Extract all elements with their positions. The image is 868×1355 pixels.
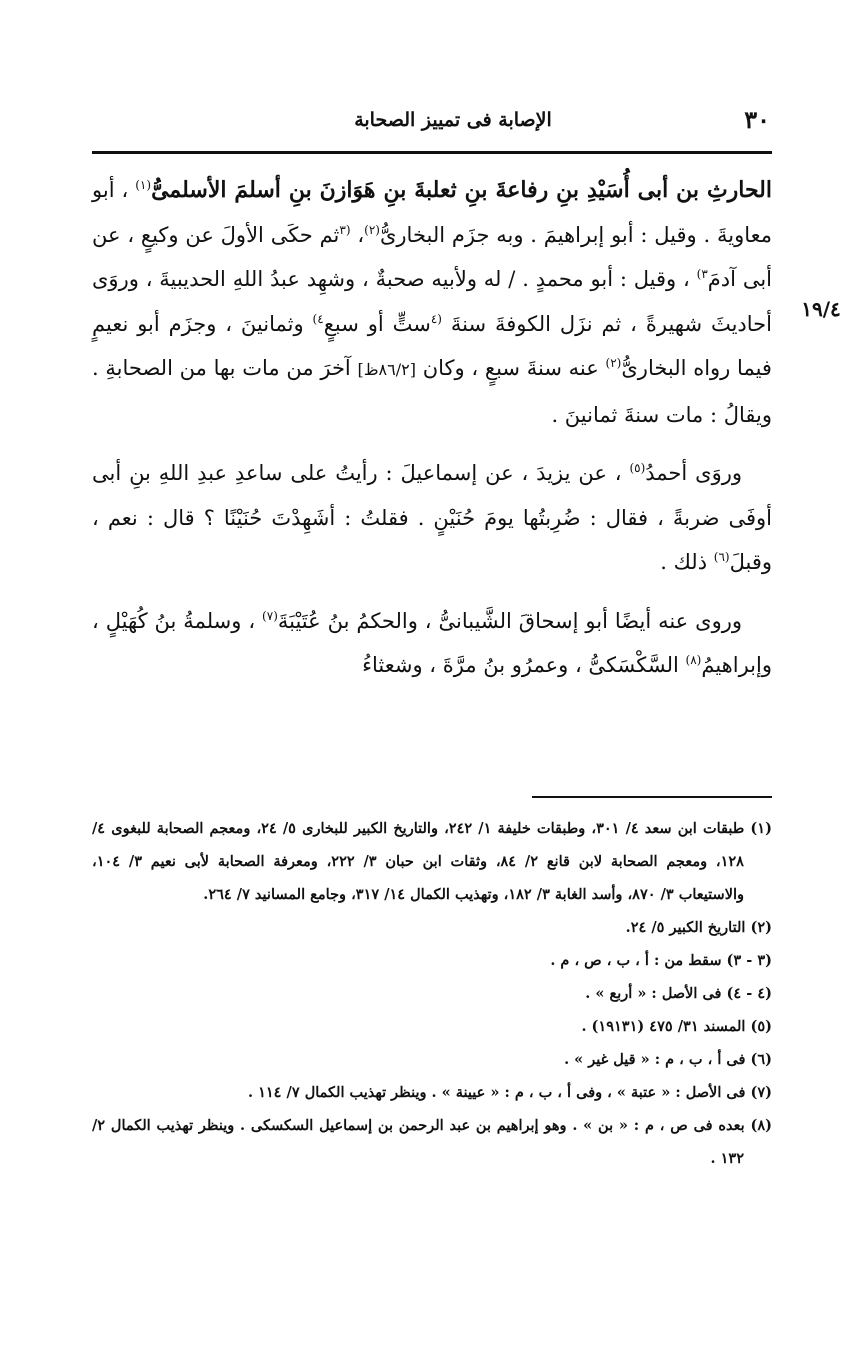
paragraph-text: وثمانينَ ، وجزَم أبو نعيمٍ فيما رواه البخارىُّ: [92, 311, 772, 380]
footnote-ref[interactable]: (١): [135, 178, 152, 192]
footnotes: [92, 812, 772, 1175]
footnote-ref[interactable]: (٢): [605, 356, 622, 370]
header-rule: [92, 151, 772, 154]
paragraph-text: ، أبو معاويةَ . وقيل : أبو إبراهيمَ . وبه جزَم البخارىُّ: [92, 178, 772, 247]
running-title: الإصابة فى تمييز الصحابة: [354, 109, 552, 131]
footnote-item: (٥) المسند ٣١/ ٤٧٥ (١٩١٣١) .: [581, 1018, 772, 1035]
footnote-item: (٨) بعده فى ص ، م : « بن » . وهو إبراهيم بن عبد الرحمن بن إسماعيل السكسكى . وينظر تهذيب الكمال ٢/ ١٣٢ .: [92, 1117, 772, 1167]
footnote-item: (٦) فى أ ، ب ، م : « قيل غير » .: [564, 1051, 772, 1068]
paragraph-text: ، عن يزيدَ ، عن إسماعيلَ : رأيتُ على ساعدِ عبدِ اللهِ بنِ أبى أوفَى ضربةً ، فقال : ضُرِبتُها يومَ حُنَيْنٍ . فقلتُ : أشَهِدْتَ حُنَيْنًا ؟ قال : نعم ، وقبلَ: [92, 461, 772, 574]
paragraph: [92, 599, 772, 688]
paragraph-text: ،: [350, 222, 365, 247]
footnote-ref[interactable]: (٥): [629, 461, 646, 475]
footnote-separator: [532, 796, 772, 798]
paragraph-text: ، وسلمةُ بنُ كُهَيْلٍ ، وإبراهيمُ: [92, 608, 772, 677]
page-header: [96, 100, 770, 140]
page-number: ٣٠: [744, 105, 770, 134]
footnote-ref[interactable]: (٦): [713, 550, 730, 564]
footnote-ref[interactable]: (٢): [364, 222, 380, 237]
paragraph-text: وروَى أحمدُ: [645, 461, 742, 485]
paragraph-text: آخرَ من مات بها من الصحابةِ . ويقالُ : مات سنةَ ثمانينَ .: [92, 356, 772, 427]
footnote-item: (٣ - ٣) سقط من : أ ، ب ، ص ، م .: [550, 952, 772, 969]
entry-heading: الحارثِ بن أبى أُسَيْدِ بنِ رفاعةَ بنِ ثعلبةَ بنِ هَوَازنَ بنِ أسلمَ الأسلمىُّ: [151, 177, 772, 203]
footnote-ref[interactable]: (٣: [339, 222, 351, 237]
main-text: [92, 168, 772, 688]
footnote-item: (٤ - ٤) فى الأصل : « أربع » .: [585, 985, 772, 1002]
footnote-item: (٧) فى الأصل : « عتبة » ، وفى أ ، ب ، م : « عيينة » . وينظر تهذيب الكمال ٧/ ١١٤ .: [248, 1084, 772, 1101]
paragraph-text: ، وقيل : أبو محمدٍ . / له ولأبيه صحبةٌ ، وشهِد عبدُ اللهِ الحديبيةَ ، وروَى أحاديثَ شهيرةً ، ثم نزَل الكوفةَ سنةَ: [92, 267, 773, 336]
paragraph-text: وروى عنه أيضًا أبو إسحاقَ الشَّيبانىُّ ، والحكمُ بنُ عُتَيْبَةَ: [277, 608, 743, 633]
paragraph-text: ثم حكَى الأولَ عن وكيعٍ ، عن أبى آدمَ: [92, 222, 772, 291]
footnote-ref[interactable]: ٤): [312, 311, 324, 326]
margin-reference: ١٩/٤: [801, 297, 841, 321]
footnote-ref[interactable]: (٨): [685, 653, 702, 667]
paragraph-text: عنه سنةَ سبعٍ ، وكان: [422, 356, 599, 380]
footnote-item: (٢) التاريخ الكبير ٥/ ٢٤.: [625, 919, 772, 936]
footnote-ref[interactable]: (٤: [430, 311, 442, 326]
footnote-ref[interactable]: (٧): [262, 608, 278, 623]
paragraph-text: ستٍّ أو سبعٍ: [323, 311, 431, 336]
footnote-item: (١) طبقات ابن سعد ٤/ ٣٠١، وطبقات خليفة ١/ ٢٤٢، والتاريخ الكبير للبخارى ٥/ ٢٤، ومعجم الصحابة للبغوى ٤/ ١٢٨، ومعجم الصحابة لابن قانع ٢/ ٨٤، وثقات ابن حبان ٣/ ٢٢٢، ومعرفة الصحابة لأبى نعيم ٣/ ١٠٤، والاستيعاب ٣/ ٨٧٠، وأسد الغابة ٣/ ١٨٢، وتهذيب الكمال ١٤/ ٣١٧، وجامع المسانيد ٧/ ٢٦٤.: [92, 820, 772, 903]
paragraph-text: السَّكْسَكىُّ ، وعمرُو بنُ مرَّةَ ، وشعثاءُ: [362, 653, 679, 677]
paragraph-text: ذلك .: [660, 550, 708, 574]
footnote-ref[interactable]: ٣): [696, 267, 708, 281]
folio-marker: [٨٦/٢ظ]: [357, 360, 416, 379]
paragraph-entry: [92, 168, 772, 437]
paragraph: [92, 451, 772, 585]
